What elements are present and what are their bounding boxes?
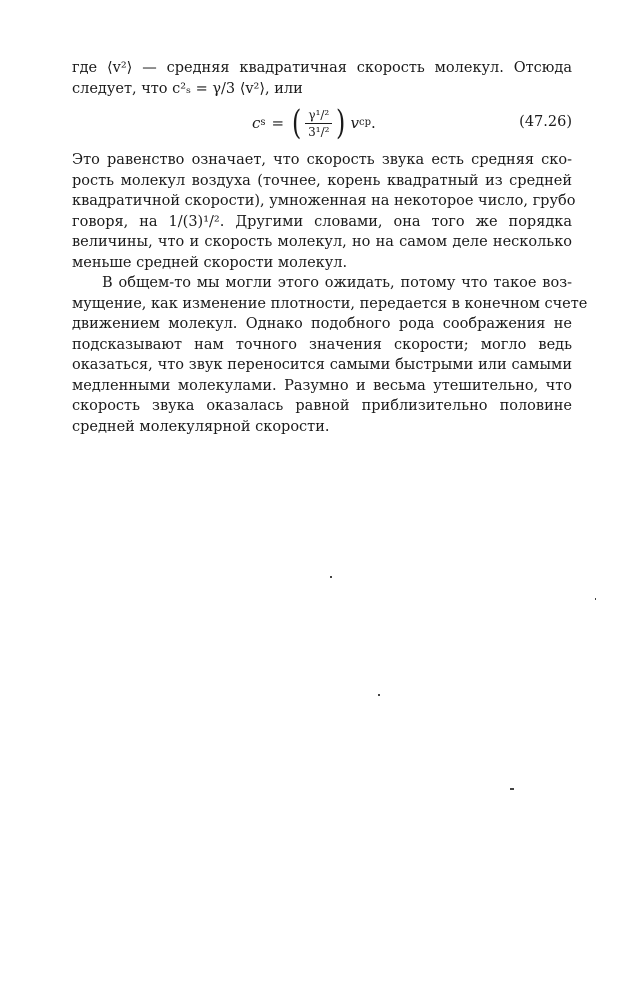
scan-speck [378,694,380,696]
text-line: меньше средней скорости молекул. [72,254,348,271]
paragraph-2 [72,150,576,273]
text-line: оказаться, что звук переносится самыми быстрыми или самыми [72,357,572,373]
fraction-denominator: 3¹/² [308,124,330,139]
left-paren: ( [292,103,302,143]
scan-speck [330,576,332,578]
text-line: Это равенство означает, что скорость звука есть средняя ско- [72,152,572,168]
equation-block [72,100,572,144]
text-line: величины, что и скорость молекул, но на самом деле несколько [72,234,572,250]
paragraph-1 [72,58,572,99]
equation-rhs: v [350,113,359,132]
fraction-numerator: γ¹/² [305,108,332,124]
paragraph-3 [72,273,588,437]
text-line: рость молекул воздуха (точнее, корень квадратный из средней [72,172,572,189]
text-line: квадратичной скорости), умноженная на некоторое число, грубо [72,193,576,209]
text-line: где ⟨v²⟩ — средняя квадратичная скорость молекул. Отсюда [72,60,572,76]
equation-lhs-subscript: s [260,116,266,128]
scan-speck [510,788,514,790]
text-line: движением молекул. Однако подобного рода соображения не [72,316,572,332]
text-line: медленными молекулами. Разумно и весьма утешительно, что [72,377,572,394]
equation-rhs-subscript: ср [358,116,371,128]
right-paren: ) [336,103,346,143]
text-line: говоря, на 1/(3)¹/². Другими словами, она того же порядка [72,213,572,230]
equation-equals: = [271,113,285,132]
text-line: мущение, как изменение плотности, передается в конечном счете [72,295,588,312]
text-line: следует, что c²ₛ = γ/3 ⟨v²⟩, или [72,80,303,97]
scan-speck [595,598,596,600]
page-text [72,58,588,437]
equation-fraction [305,108,332,139]
text-line: В общем-то мы могли этого ожидать, потому что такое воз- [102,275,572,291]
text-line: скорость звука оказалась равной приблизительно половине [72,398,572,414]
text-line: средней молекулярной скорости. [72,418,330,435]
equation-number: (47.26) [519,114,572,130]
equation-lhs: c [252,113,261,132]
equation-period: . [371,113,376,132]
text-line: подсказывают нам точного значения скорости; могло ведь [72,336,572,353]
equation [252,103,376,143]
